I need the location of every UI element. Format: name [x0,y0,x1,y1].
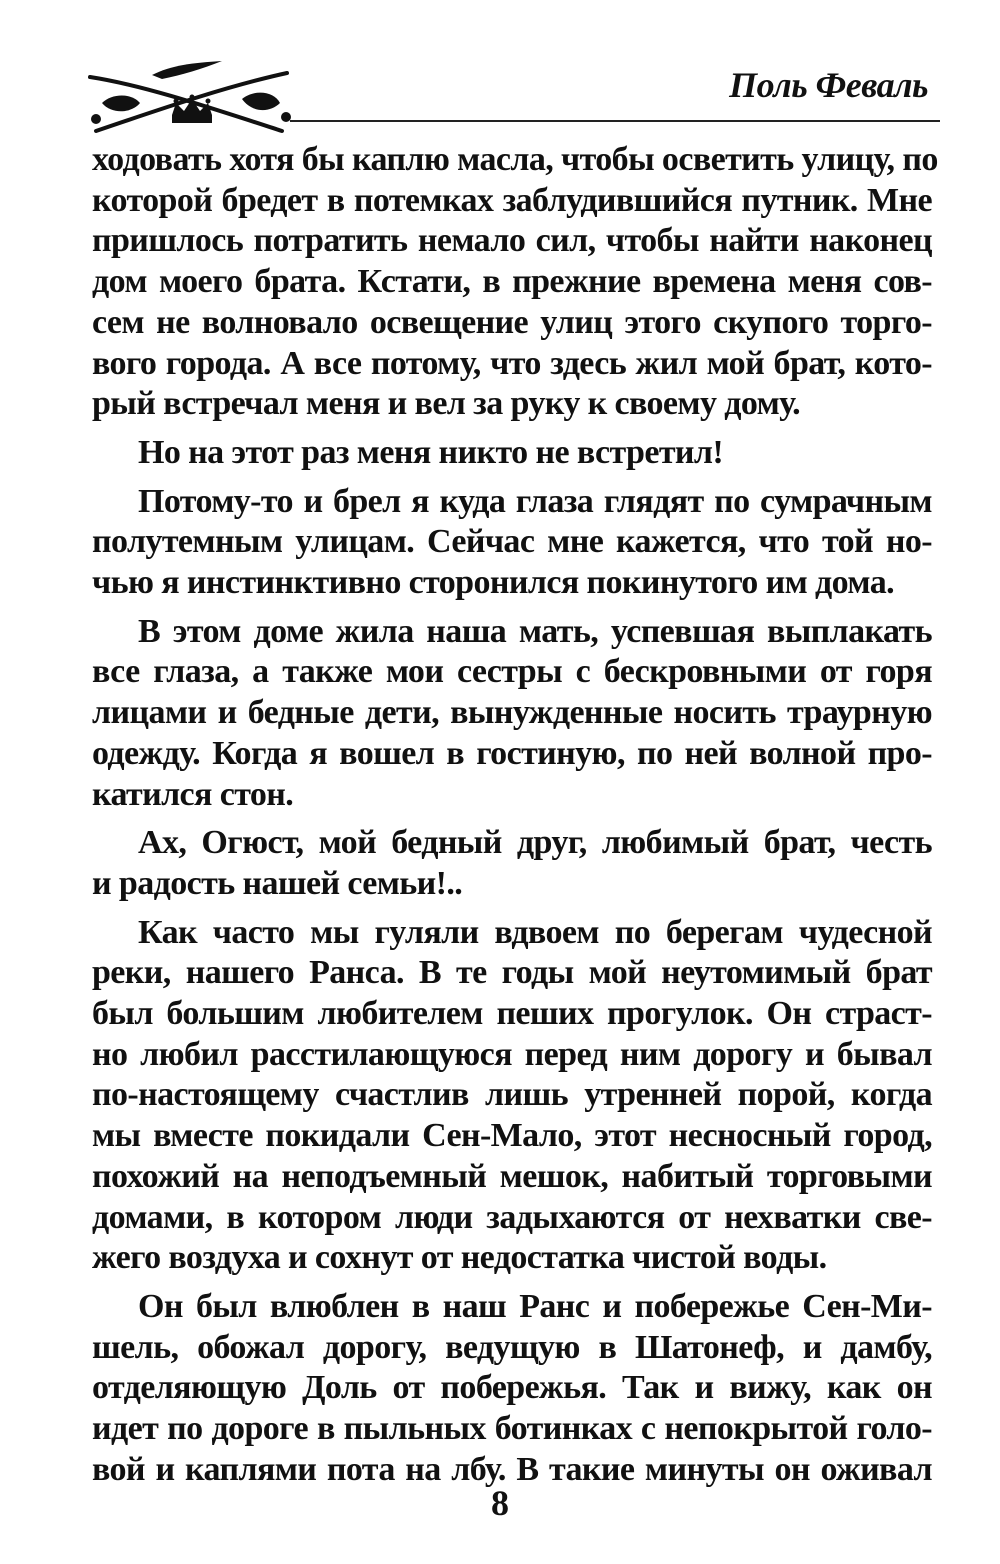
paragraph [92,1287,932,1491]
text-line: одежду. Когда я вошел в гостиную, по ней волной про- [92,734,932,772]
text-line: жего воздуха и сохнут от недостатка чистой воды. [92,1239,827,1277]
paragraph [92,913,932,1279]
text-line: реки, нашего Ранса. В те годы мой неутомимый брат [92,954,932,992]
text-line: все глаза, а также мои сестры с бескровными от горя [92,653,932,691]
text-line: и радость нашей семьи!.. [92,864,463,902]
paragraph [92,612,932,816]
paragraph [92,140,938,425]
text-line: мы вместе покидали Сен-Мало, этот несносный город, [92,1117,932,1155]
text-line: ходовать хотя бы каплю масла, чтобы осветить улицу, по [92,141,938,178]
text-line: пришлось потратить немало сил, чтобы найти наконец [92,222,932,260]
paragraph [92,433,932,474]
text-line: сем не волновало освещение улиц этого скупого торго- [92,303,932,341]
text-line: Ах, Огюст, мой бедный друг, любимый брат, честь [138,824,932,862]
text-line: по-настоящему счастлив лишь утренней порой, когда [92,1076,932,1114]
text-line: В этом доме жила наша мать, успевшая выплакать [138,612,932,650]
text-line: был большим любителем пеших прогулок. Он страст- [92,995,932,1033]
text-line: вой и каплями пота на лбу. В такие минуты он оживал [92,1450,932,1488]
text-line: домами, в котором люди задыхаются от нехватки све- [92,1198,932,1236]
text-line: лицами и бедные дети, вынужденные носить траурную [92,694,932,732]
text-line: чью я инстинктивно сторонился покинутого им дома. [92,564,895,602]
text-line: полутемным улицам. Сейчас мне кажется, что той но- [92,523,932,561]
text-line: похожий на неподъемный мешок, набитый торговыми [92,1157,932,1195]
text-line: идет по дороге в пыльных ботинках с непокрытой голо- [92,1410,932,1448]
text-line: шель, обожал дорогу, ведущую в Шатонеф, и дамбу, [92,1328,932,1366]
crossed-swords-crown-icon [82,55,302,135]
paragraph [92,823,932,904]
text-line: Как часто мы гуляли вдвоем по берегам чудесной [138,913,932,951]
text-line: которой бредет в потемках заблудившийся путник. Мне [92,181,932,219]
running-head: Поль Феваль [729,65,928,105]
text-line: вого города. А все потому, что здесь жил мой брат, кото- [92,344,932,382]
text-line: рый встречал меня и вел за руку к своему дому. [92,385,801,423]
header-rule [290,120,940,122]
page-number: 8 [491,1483,509,1523]
page-header [0,0,1000,135]
text-line: Потому-то и брел я куда глаза глядят по сумрачным [138,482,932,520]
body-text [92,140,938,1499]
text-line: дом моего брата. Кстати, в прежние времена меня сов- [92,263,932,301]
text-line: Он был влюблен в наш Ранс и побережье Сен-Ми- [138,1287,932,1325]
text-line: отделяющую Доль от побережья. Так и вижу, как он [92,1369,932,1407]
text-line: катился стон. [92,775,294,813]
paragraph [92,482,932,604]
text-line: Но на этот раз меня никто не встретил! [138,433,724,471]
text-line: но любил расстилающуюся перед ним дорогу и бывал [92,1035,932,1073]
